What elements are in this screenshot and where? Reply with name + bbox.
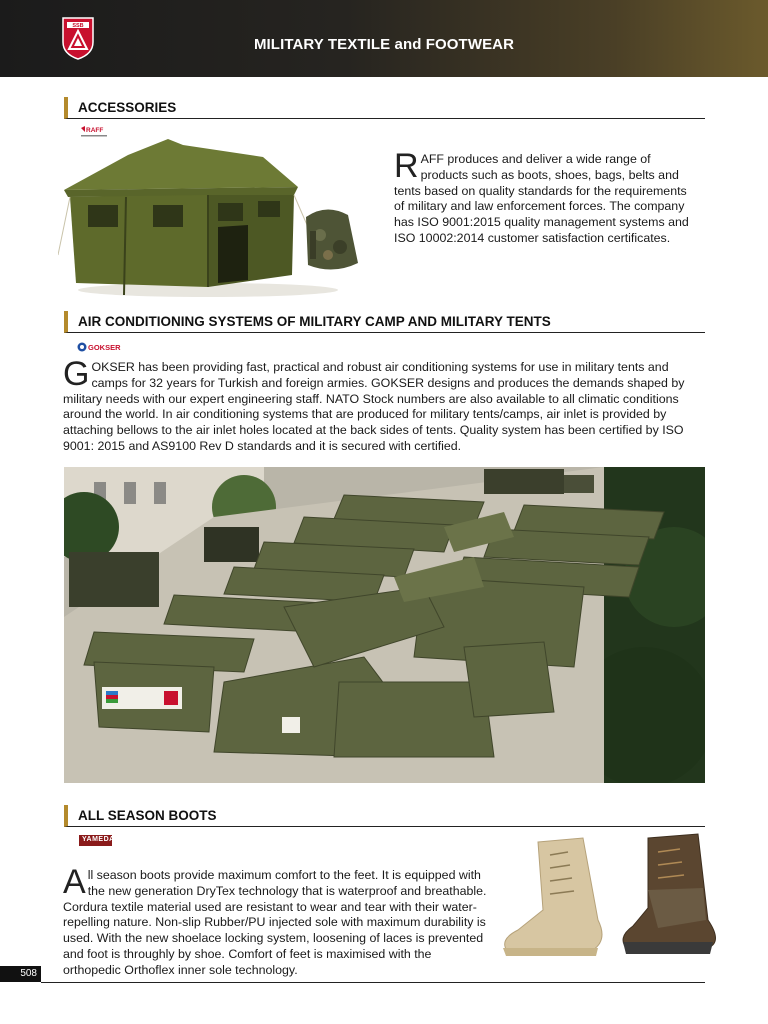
paragraph-text: AFF produces and deliver a wide range of products such as boots, shoes, bags, belts and tents based on quality standards for the requirements of military and law enforcement forces. The company has ISO 9001:2015 quality management systems and ISO 10002:2014 customer satisfaction certificates.	[394, 152, 689, 245]
section-title: AIR CONDITIONING SYSTEMS OF MILITARY CAMP AND MILITARY TENTS	[78, 314, 551, 329]
section-heading-air-conditioning	[64, 311, 705, 333]
yameda-brand-logo	[79, 835, 115, 846]
dropcap: R	[394, 147, 419, 185]
section-heading-accessories	[64, 97, 705, 119]
air-conditioning-paragraph	[63, 355, 705, 455]
paragraph-text: ll season boots provide maximum comfort to the feet. It is equipped with the new generation DryTex technology that is waterproof and breathable. Cordura textile material used are resistant to wear and tear with their water- repelling nature. Non-slip Rubber/PU injected sole with maximum durability is used. With the new shoelace locking system, loosening of laces is prevented and foot is throughly by shoe. Comfort of feet is maximised with the orthopedic Orthoflex inner sole technology.	[63, 868, 487, 977]
section-title: ALL SEASON BOOTS	[78, 808, 217, 823]
gokser-brand-logo	[77, 340, 129, 354]
section-title: ACCESSORIES	[78, 100, 177, 115]
page-number: 508	[0, 966, 41, 982]
paragraph-text: OKSER has been providing fast, practical and robust air conditioning systems for use in military tents and camps for 32 years for Turkish and foreign armies. GOKSER designs and produces the demands shaped by military needs with our expert engineering staff. NATO Stock numbers are also available to all climatic conditions around the world. In air conditioning systems that are produced for military tents/camps, air inlet is provided by attaching bellows to the air inlet holes located at the back sides of tents. Quality system has been certified by ISO 9001: 2015 and AS9100 Rev D standards and it is secured with certified.	[63, 360, 685, 453]
dropcap: A	[63, 863, 86, 901]
boots-paragraph	[63, 863, 491, 979]
svg-text:SSB: SSB	[72, 23, 84, 30]
page-header	[0, 0, 768, 77]
boots-image	[498, 830, 738, 960]
svg-text:RAFF: RAFF	[86, 127, 104, 134]
accessories-paragraph	[394, 147, 694, 247]
page-title: MILITARY TEXTILE and FOOTWEAR	[253, 36, 515, 53]
bottom-divider	[41, 982, 705, 983]
military-tent-image	[58, 135, 368, 300]
section-heading-boots	[64, 805, 705, 827]
svg-text:GOKSER: GOKSER	[88, 343, 121, 352]
dropcap: G	[63, 355, 90, 393]
brand-label: YAMEDA	[82, 836, 115, 843]
military-camp-photo	[64, 467, 705, 783]
